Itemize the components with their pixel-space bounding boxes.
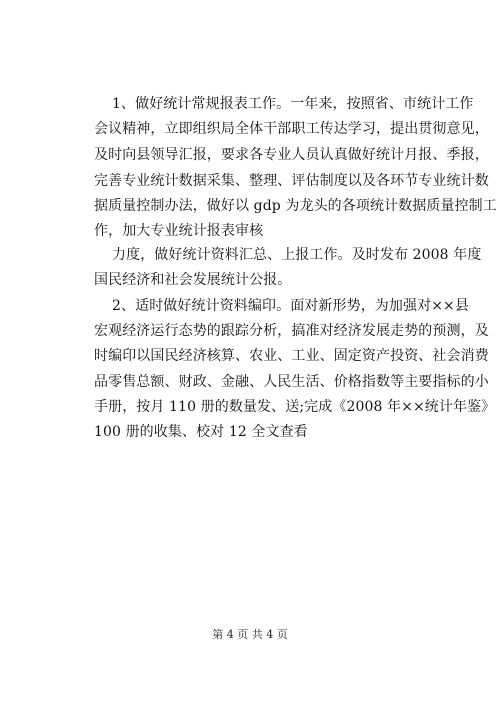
paragraph-1-line-6: 作，加大专业统计报表审核 <box>94 223 264 239</box>
paragraph-1-line-2: 会议精神，立即组织局全体干部职工传达学习，提出贯彻意见， <box>94 121 489 137</box>
paragraph-3-line-6: 100 册的收集、校对 12 全文查看 <box>94 424 308 440</box>
paragraph-1-line-5: 据质量控制办法，做好以 gdp 为龙头的各项统计数据质量控制工 <box>94 198 497 214</box>
paragraph-3-line-2: 宏观经济运行态势的跟踪分析，搞准对经济发展走势的预测，及 <box>94 323 489 339</box>
paragraph-3-line-1: 2、适时做好统计资料编印。面对新形势，为加强对××县 <box>112 298 469 314</box>
paragraph-3-line-3: 时编印以国民经济核算、农业、工业、固定资产投资、社会消费 <box>94 348 489 364</box>
paragraph-2-line-2: 国民经济和社会发展统计公报。 <box>94 272 292 288</box>
paragraph-1-line-3: 及时向县领导汇报，要求各专业人员认真做好统计月报、季报， <box>94 147 489 163</box>
paragraph-1-line-1: 1、做好统计常规报表工作。一年来，按照省、市统计工作 <box>112 96 474 112</box>
page-footer: 第 4 页 共 4 页 <box>212 628 288 641</box>
paragraph-3-line-5: 手册，按月 110 册的数量发、送;完成《2008 年××统计年鉴》 <box>94 399 496 415</box>
paragraph-3-line-4: 品零售总额、财政、金融、人民生活、价格指数等主要指标的小 <box>94 374 489 390</box>
paragraph-1-line-4: 完善专业统计数据采集、整理、评估制度以及各环节专业统计数 <box>94 173 489 189</box>
paragraph-2-line-1: 力度，做好统计资料汇总、上报工作。及时发布 2008 年度 <box>112 247 482 263</box>
